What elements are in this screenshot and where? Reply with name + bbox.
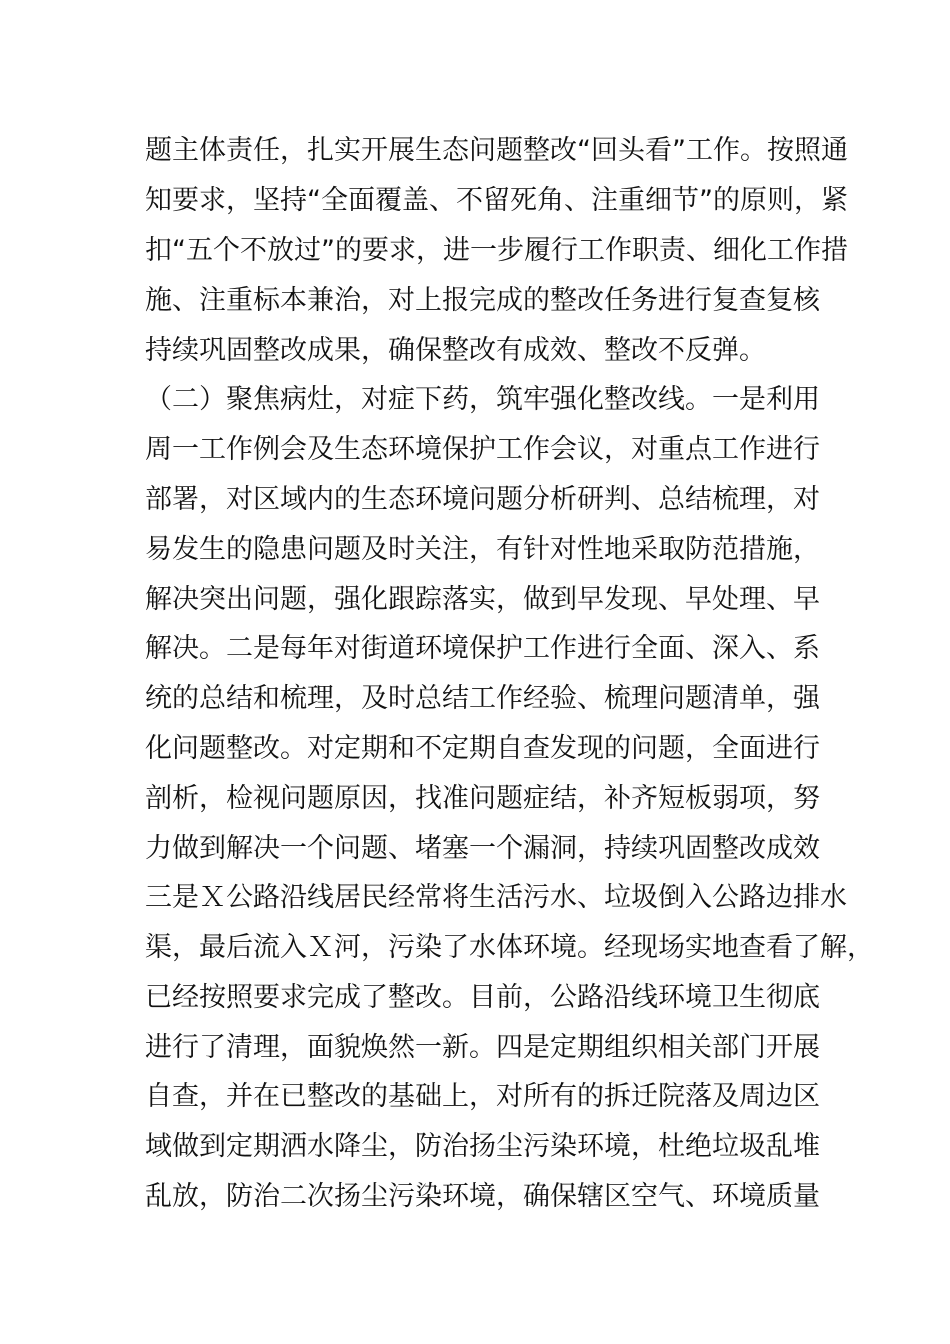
text-line-13: 化问题整改。对定期和不定期自查发现的问题，全面进行 <box>145 733 820 764</box>
text-line-6: （二）聚焦病灶，对症下药，筑牢强化整改线。一是利用 <box>145 384 820 415</box>
text-line-8: 部署，对区域内的生态环境问题分析研判、总结梳理，对 <box>145 484 820 515</box>
text-line-5: 持续巩固整改成果，确保整改有成效、整改不反弹。 <box>145 335 766 366</box>
text-line-16: 三是Ｘ公路沿线居民经常将生活污水、垃圾倒入公路边排水 <box>145 882 847 913</box>
text-line-10: 解决突出问题，强化跟踪落实，做到早发现、早处理、早 <box>145 584 820 615</box>
text-line-3: 扣“五个不放过”的要求，进一步履行工作职责、细化工作措 <box>145 235 848 266</box>
text-line-21: 域做到定期洒水降尘，防治扬尘污染环境，杜绝垃圾乱堆 <box>145 1131 820 1162</box>
text-line-12: 统的总结和梳理，及时总结工作经验、梳理问题清单，强 <box>145 683 820 714</box>
text-line-19: 进行了清理，面貌焕然一新。四是定期组织相关部门开展 <box>145 1032 820 1063</box>
text-line-18: 已经按照要求完成了整改。目前，公路沿线环境卫生彻底 <box>145 982 820 1013</box>
text-line-1: 题主体责任，扎实开展生态问题整改“回头看”工作。按照通 <box>145 135 848 166</box>
text-line-15: 力做到解决一个问题、堵塞一个漏洞，持续巩固整改成效 <box>145 833 820 864</box>
text-line-9: 易发生的隐患问题及时关注，有针对性地采取防范措施， <box>145 534 820 565</box>
text-line-7: 周一工作例会及生态环境保护工作会议，对重点工作进行 <box>145 434 820 465</box>
text-line-20: 自查，并在已整改的基础上，对所有的拆迁院落及周边区 <box>145 1081 820 1112</box>
text-line-14: 剖析，检视问题原因，找准问题症结，补齐短板弱项，努 <box>145 783 820 814</box>
text-line-22: 乱放，防治二次扬尘污染环境，确保辖区空气、环境质量 <box>145 1181 820 1212</box>
text-line-11: 解决。二是每年对街道环境保护工作进行全面、深入、系 <box>145 633 820 664</box>
text-line-17: 渠，最后流入Ｘ河，污染了水体环境。经现场实地查看了解， <box>145 932 874 963</box>
text-line-4: 施、注重标本兼治，对上报完成的整改任务进行复查复核 <box>145 285 820 316</box>
text-line-2: 知要求，坚持“全面覆盖、不留死角、注重细节”的原则，紧 <box>145 185 848 216</box>
